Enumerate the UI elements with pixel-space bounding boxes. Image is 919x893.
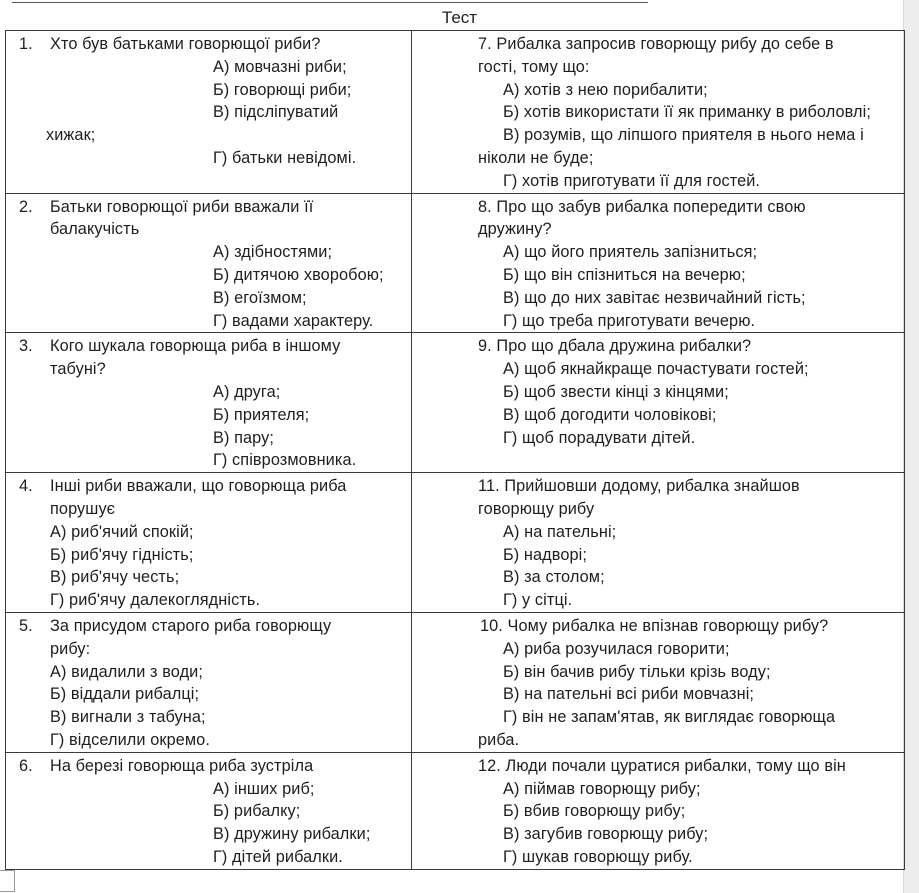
- answer-option: Б) хотів використати її як приманку в риболовлі;: [503, 103, 871, 122]
- answer-option: А) здібностями;: [213, 243, 333, 262]
- answer-option: Г) співрозмовника.: [213, 451, 357, 470]
- answer-option: Г) шукав говорющу рибу.: [503, 847, 693, 866]
- answer-option-continuation: хижак;: [46, 126, 96, 145]
- answer-option: В) риб'ячу честь;: [50, 568, 180, 587]
- answer-option: Б) рибалку;: [213, 802, 301, 821]
- question-stem-continuation: балакучість: [50, 220, 140, 239]
- page-corner-mark: [0, 870, 15, 892]
- answer-option: А) щоб якнайкраще почастувати гостей;: [503, 360, 809, 379]
- answer-option: Г) у сітці.: [503, 591, 573, 610]
- question-7: [412, 31, 905, 194]
- question-stem: Кого шукала говорюща риба в іншому: [50, 337, 341, 356]
- test-table: [5, 30, 905, 870]
- answer-option: Б) надворі;: [503, 545, 587, 564]
- answer-option: Б) він бачив рибу тільки крізь воду;: [503, 662, 771, 681]
- question-stem-continuation: гості, тому що:: [478, 57, 590, 76]
- question-stem-continuation: дружину?: [478, 220, 552, 239]
- answer-option: А) що його приятель запізниться;: [503, 243, 758, 262]
- answer-option: А) піймав говорющу рибу;: [503, 779, 701, 798]
- question-stem-continuation: рибу:: [50, 639, 91, 658]
- question-stem: 12. Люди почали цуратися рибалки, тому що він: [478, 756, 846, 775]
- table-row: [6, 193, 905, 333]
- answer-option-continuation: ніколи не буде;: [478, 148, 594, 167]
- question-number: 1.: [19, 35, 33, 53]
- answer-option: Б) говорющі риби;: [213, 80, 352, 99]
- answer-option: А) риба розучилася говорити;: [503, 639, 730, 658]
- question-stem: За присудом старого риба говорющу: [50, 616, 332, 635]
- page-edge-strip: [903, 0, 919, 893]
- question-stem: 10. Чому рибалка не впізнав говорющу рибу?: [480, 616, 829, 635]
- answer-option: Г) що треба приготувати вечерю.: [503, 311, 756, 330]
- table-row: [6, 333, 905, 473]
- answer-option: Б) вбив говорющу рибу;: [503, 802, 686, 821]
- question-number: 6.: [19, 756, 33, 775]
- answer-option: В) що до них завітає незвичайний гість;: [503, 288, 806, 307]
- answer-option: А) риб'ячий спокій;: [50, 522, 194, 541]
- answer-option: Б) дитячою хворобою;: [213, 265, 384, 284]
- answer-option: В) розумів, що ліпшого приятеля в нього нема і: [503, 126, 864, 145]
- question-stem-continuation: говорющу рибу: [478, 499, 595, 518]
- answer-option: А) друга;: [213, 382, 281, 401]
- answer-option: В) вигнали з табуна;: [50, 708, 206, 727]
- question-stem-continuation: порушує: [50, 499, 116, 518]
- answer-option: В) за столом;: [503, 568, 605, 587]
- answer-option: В) егоїзмом;: [213, 288, 307, 307]
- question-2: [6, 193, 412, 333]
- question-stem: На березі говорюща риба зустріла: [50, 756, 314, 775]
- answer-option: Г) риб'ячу далекоглядність.: [50, 591, 261, 610]
- answer-option: Г) відселили окремо.: [50, 730, 210, 749]
- question-number: 4.: [19, 477, 33, 496]
- question-3: [6, 333, 412, 473]
- answer-option: В) щоб догодити чоловікові;: [503, 405, 717, 424]
- answer-option: Г) хотів приготувати її для гостей.: [503, 171, 761, 190]
- answer-option: Б) щоб звести кінці з кінцями;: [503, 382, 729, 401]
- question-number: 2.: [19, 197, 33, 216]
- question-number: 3.: [19, 337, 33, 356]
- answer-option: Б) що він спізниться на вечерю;: [503, 265, 746, 284]
- question-11: [412, 473, 905, 613]
- question-stem: 7. Рибалка запросив говорющу рибу до себе в: [478, 35, 834, 53]
- question-6: [6, 752, 412, 869]
- answer-option: А) на пательні;: [503, 522, 617, 541]
- table-row: [6, 473, 905, 613]
- question-stem: 8. Про що забув рибалка попередити свою: [478, 197, 806, 216]
- answer-option: А) хотів з нею порибалити;: [503, 80, 708, 99]
- question-stem: Інші риби вважали, що говорюща риба: [50, 477, 347, 496]
- top-rule: [12, 2, 648, 3]
- question-12: [412, 752, 905, 869]
- answer-option: Г) вадами характеру.: [213, 311, 374, 330]
- question-1: [6, 31, 412, 194]
- answer-option: Г) щоб порадувати дітей.: [503, 428, 696, 447]
- question-10: [412, 612, 905, 752]
- answer-option: А) видалили з води;: [50, 662, 203, 681]
- question-stem-continuation: табуні?: [50, 360, 106, 379]
- page-title: Тест: [441, 8, 478, 27]
- question-stem: Хто був батьками говорющої риби?: [50, 35, 321, 53]
- question-8: [412, 193, 905, 333]
- question-4: [6, 473, 412, 613]
- answer-option: В) дружину рибалки;: [213, 825, 371, 844]
- answer-option: А) мовчазні риби;: [213, 57, 347, 76]
- answer-option: В) загубив говорющу рибу;: [503, 825, 709, 844]
- table-row: [6, 752, 905, 869]
- answer-option: Б) віддали рибалці;: [50, 685, 200, 704]
- table-row: [6, 612, 905, 752]
- question-stem: 9. Про що дбала дружина рибалки?: [478, 337, 752, 356]
- question-number: 5.: [19, 616, 33, 635]
- question-5: [6, 612, 412, 752]
- answer-option: В) на пательні всі риби мовчазні;: [503, 685, 755, 704]
- question-9: [412, 333, 905, 473]
- answer-option: В) пару;: [213, 428, 275, 447]
- question-stem: Батьки говорющої риби вважали її: [50, 197, 314, 216]
- answer-option: Г) батьки невідомі.: [213, 148, 357, 167]
- answer-option: В) підсліпуватий: [213, 103, 339, 122]
- answer-option: Б) приятеля;: [213, 405, 310, 424]
- answer-option: Б) риб'ячу гідність;: [50, 545, 194, 564]
- answer-option: А) інших риб;: [213, 779, 315, 798]
- answer-option-continuation: риба.: [478, 730, 520, 749]
- table-row: [6, 31, 905, 194]
- answer-option: Г) він не запам'ятав, як виглядає говорюща: [503, 708, 836, 727]
- answer-option: Г) дітей рибалки.: [213, 847, 343, 866]
- question-stem: 11. Прийшовши додому, рибалка знайшов: [478, 477, 800, 496]
